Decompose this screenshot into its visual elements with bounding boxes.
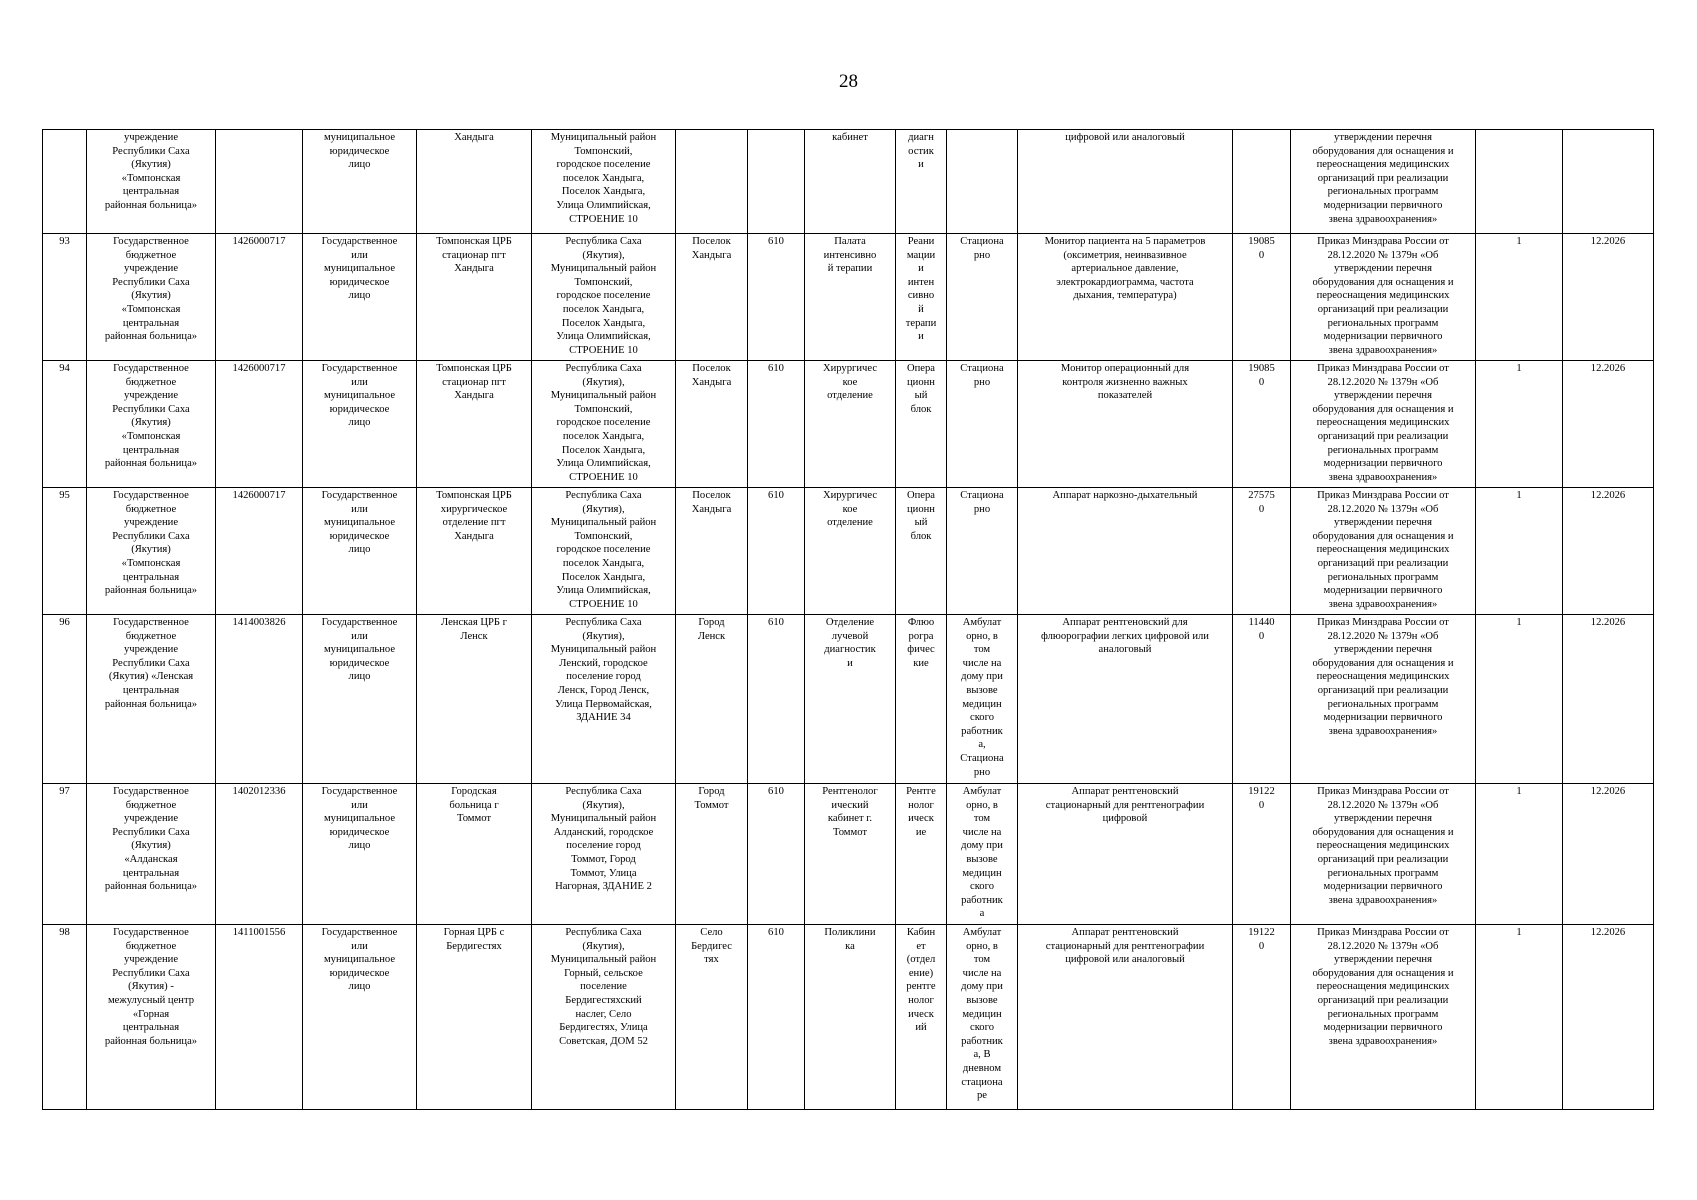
cell-equipment-code: 11440 0 bbox=[1233, 615, 1291, 784]
cell-inn-code: 1402012336 bbox=[216, 784, 303, 925]
cell-equipment-name: Монитор операционный для контроля жизненно важных показателей bbox=[1018, 361, 1233, 488]
cell-code: 610 bbox=[748, 784, 805, 925]
cell-address: Республика Саха (Якутия), Муниципальный район Ленский, городское поселение город Ленск, Город Ленск, Улица Первомайская, ЗДАНИЕ 34 bbox=[532, 615, 676, 784]
cell-equipment-code: 27575 0 bbox=[1233, 488, 1291, 615]
cell-equipment-name: Аппарат рентгеновский для флюорографии легких цифровой или аналоговый bbox=[1018, 615, 1233, 784]
cell-inn-code: 1411001556 bbox=[216, 925, 303, 1110]
cell-organization-name: Государственное бюджетное учреждение Республики Саха (Якутия) - межулусный центр «Горная центральная районная больница» bbox=[87, 925, 216, 1110]
cell-room-type: Кабин ет (отдел ение) рентге нолог ическ ий bbox=[896, 925, 947, 1110]
cell-locality bbox=[676, 130, 748, 234]
cell-care-condition: Стациона рно bbox=[947, 488, 1018, 615]
cell-care-condition: Амбулат орно, в том числе на дому при вызове медицин ского работник а, Стациона рно bbox=[947, 615, 1018, 784]
cell-organization-form: муниципальное юридическое лицо bbox=[303, 130, 417, 234]
cell-locality: Город Томмот bbox=[676, 784, 748, 925]
cell-code bbox=[748, 130, 805, 234]
cell-quantity: 1 bbox=[1476, 488, 1563, 615]
cell-address: Республика Саха (Якутия), Муниципальный район Алданский, городское поселение город Томмот, Город Томмот, Улица Нагорная, ЗДАНИЕ 2 bbox=[532, 784, 676, 925]
cell-quantity: 1 bbox=[1476, 615, 1563, 784]
cell-locality: Село Бердигес тях bbox=[676, 925, 748, 1110]
cell-department: Рентгенолог ический кабинет г. Томмот bbox=[805, 784, 896, 925]
table-row bbox=[43, 784, 1654, 925]
cell-organization-name: Государственное бюджетное учреждение Республики Саха (Якутия) «Томпонская центральная районная больница» bbox=[87, 488, 216, 615]
cell-equipment-name: Монитор пациента на 5 параметров (оксиметрия, неинвазивное артериальное давление, электрокардиограмма, частота дыхания, температура) bbox=[1018, 234, 1233, 361]
cell-department: Хирургичес кое отделение bbox=[805, 361, 896, 488]
cell-unit-name: Томпонская ЦРБ стационар пгт Хандыга bbox=[417, 234, 532, 361]
cell-row-number: 98 bbox=[43, 925, 87, 1110]
cell-address: Республика Саха (Якутия), Муниципальный район Томпонский, городское поселение поселок Хандыга, Поселок Хандыга, Улица Олимпийская, СТРОЕНИЕ 10 bbox=[532, 234, 676, 361]
cell-row-number bbox=[43, 130, 87, 234]
cell-department: Хирургичес кое отделение bbox=[805, 488, 896, 615]
cell-organization-name: Государственное бюджетное учреждение Республики Саха (Якутия) «Томпонская центральная районная больница» bbox=[87, 361, 216, 488]
cell-legal-basis: Приказ Минздрава России от 28.12.2020 № 1379н «Об утверждении перечня оборудования для оснащения и переоснащения медицинских организаций при реализации региональных программ модернизации первичного звена здравоохранения» bbox=[1291, 615, 1476, 784]
cell-row-number: 97 bbox=[43, 784, 87, 925]
cell-room-type: Реани мации и интен сивно й терапи и bbox=[896, 234, 947, 361]
cell-row-number: 96 bbox=[43, 615, 87, 784]
cell-quantity: 1 bbox=[1476, 234, 1563, 361]
cell-care-condition: Стациона рно bbox=[947, 234, 1018, 361]
cell-equipment-code: 19085 0 bbox=[1233, 361, 1291, 488]
equipment-table bbox=[42, 129, 1654, 1110]
cell-legal-basis: Приказ Минздрава России от 28.12.2020 № 1379н «Об утверждении перечня оборудования для оснащения и переоснащения медицинских организаций при реализации региональных программ модернизации первичного звена здравоохранения» bbox=[1291, 925, 1476, 1110]
cell-organization-name: Государственное бюджетное учреждение Республики Саха (Якутия) «Алданская центральная районная больница» bbox=[87, 784, 216, 925]
cell-deadline-date: 12.2026 bbox=[1563, 784, 1654, 925]
cell-row-number: 94 bbox=[43, 361, 87, 488]
cell-address: Республика Саха (Якутия), Муниципальный район Томпонский, городское поселение поселок Хандыга, Поселок Хандыга, Улица Олимпийская, СТРОЕНИЕ 10 bbox=[532, 488, 676, 615]
cell-locality: Поселок Хандыга bbox=[676, 488, 748, 615]
cell-address: Республика Саха (Якутия), Муниципальный район Горный, сельское поселение Бердигестяхский наслег, Село Бердигестях, Улица Советская, ДОМ 52 bbox=[532, 925, 676, 1110]
cell-room-type: Опера ционн ый блок bbox=[896, 361, 947, 488]
table-row bbox=[43, 925, 1654, 1110]
cell-equipment-name: цифровой или аналоговый bbox=[1018, 130, 1233, 234]
cell-code: 610 bbox=[748, 615, 805, 784]
cell-room-type: Флюо рогра фичес кие bbox=[896, 615, 947, 784]
cell-department: кабинет bbox=[805, 130, 896, 234]
cell-legal-basis: Приказ Минздрава России от 28.12.2020 № 1379н «Об утверждении перечня оборудования для оснащения и переоснащения медицинских организаций при реализации региональных программ модернизации первичного звена здравоохранения» bbox=[1291, 784, 1476, 925]
cell-inn-code: 1426000717 bbox=[216, 361, 303, 488]
cell-legal-basis: Приказ Минздрава России от 28.12.2020 № 1379н «Об утверждении перечня оборудования для оснащения и переоснащения медицинских организаций при реализации региональных программ модернизации первичного звена здравоохранения» bbox=[1291, 234, 1476, 361]
cell-inn-code: 1414003826 bbox=[216, 615, 303, 784]
cell-unit-name: Хандыга bbox=[417, 130, 532, 234]
cell-equipment-code: 19085 0 bbox=[1233, 234, 1291, 361]
page-number: 28 bbox=[839, 71, 858, 92]
cell-organization-name: Государственное бюджетное учреждение Республики Саха (Якутия) «Ленская центральная районная больница» bbox=[87, 615, 216, 784]
cell-inn-code bbox=[216, 130, 303, 234]
cell-department: Поликлини ка bbox=[805, 925, 896, 1110]
cell-organization-form: Государственное или муниципальное юридическое лицо bbox=[303, 361, 417, 488]
cell-care-condition bbox=[947, 130, 1018, 234]
cell-care-condition: Стациона рно bbox=[947, 361, 1018, 488]
cell-deadline-date: 12.2026 bbox=[1563, 925, 1654, 1110]
cell-quantity: 1 bbox=[1476, 784, 1563, 925]
cell-deadline-date: 12.2026 bbox=[1563, 488, 1654, 615]
cell-code: 610 bbox=[748, 925, 805, 1110]
cell-equipment-code: 19122 0 bbox=[1233, 784, 1291, 925]
cell-inn-code: 1426000717 bbox=[216, 234, 303, 361]
cell-equipment-code bbox=[1233, 130, 1291, 234]
table-body bbox=[43, 130, 1654, 1110]
cell-unit-name: Томпонская ЦРБ хирургическое отделение пгт Хандыга bbox=[417, 488, 532, 615]
cell-legal-basis: Приказ Минздрава России от 28.12.2020 № 1379н «Об утверждении перечня оборудования для оснащения и переоснащения медицинских организаций при реализации региональных программ модернизации первичного звена здравоохранения» bbox=[1291, 488, 1476, 615]
cell-legal-basis: утверждении перечня оборудования для оснащения и переоснащения медицинских организаций при реализации региональных программ модернизации первичного звена здравоохранения» bbox=[1291, 130, 1476, 234]
cell-unit-name: Городская больница г Томмот bbox=[417, 784, 532, 925]
cell-inn-code: 1426000717 bbox=[216, 488, 303, 615]
cell-organization-name: учреждение Республики Саха (Якутия) «Томпонская центральная районная больница» bbox=[87, 130, 216, 234]
cell-address: Республика Саха (Якутия), Муниципальный район Томпонский, городское поселение поселок Хандыга, Поселок Хандыга, Улица Олимпийская, СТРОЕНИЕ 10 bbox=[532, 361, 676, 488]
cell-deadline-date: 12.2026 bbox=[1563, 361, 1654, 488]
cell-quantity bbox=[1476, 130, 1563, 234]
cell-unit-name: Томпонская ЦРБ стационар пгт Хандыга bbox=[417, 361, 532, 488]
cell-quantity: 1 bbox=[1476, 925, 1563, 1110]
cell-locality: Поселок Хандыга bbox=[676, 234, 748, 361]
cell-room-type: диагн остик и bbox=[896, 130, 947, 234]
cell-equipment-name: Аппарат наркозно-дыхательный bbox=[1018, 488, 1233, 615]
table-row bbox=[43, 130, 1654, 234]
cell-room-type: Рентге нолог ическ ие bbox=[896, 784, 947, 925]
cell-organization-form: Государственное или муниципальное юридическое лицо bbox=[303, 784, 417, 925]
cell-legal-basis: Приказ Минздрава России от 28.12.2020 № 1379н «Об утверждении перечня оборудования для оснащения и переоснащения медицинских организаций при реализации региональных программ модернизации первичного звена здравоохранения» bbox=[1291, 361, 1476, 488]
cell-department: Палата интенсивно й терапии bbox=[805, 234, 896, 361]
cell-organization-form: Государственное или муниципальное юридическое лицо bbox=[303, 488, 417, 615]
cell-unit-name: Ленская ЦРБ г Ленск bbox=[417, 615, 532, 784]
cell-locality: Город Ленск bbox=[676, 615, 748, 784]
cell-care-condition: Амбулат орно, в том числе на дому при вызове медицин ского работник а, В дневном стациона ре bbox=[947, 925, 1018, 1110]
cell-locality: Поселок Хандыга bbox=[676, 361, 748, 488]
cell-unit-name: Горная ЦРБ с Бердигестях bbox=[417, 925, 532, 1110]
cell-organization-form: Государственное или муниципальное юридическое лицо bbox=[303, 234, 417, 361]
cell-code: 610 bbox=[748, 361, 805, 488]
cell-deadline-date: 12.2026 bbox=[1563, 234, 1654, 361]
cell-code: 610 bbox=[748, 234, 805, 361]
cell-code: 610 bbox=[748, 488, 805, 615]
table-row bbox=[43, 615, 1654, 784]
cell-deadline-date bbox=[1563, 130, 1654, 234]
cell-row-number: 93 bbox=[43, 234, 87, 361]
table-row bbox=[43, 361, 1654, 488]
cell-quantity: 1 bbox=[1476, 361, 1563, 488]
cell-organization-form: Государственное или муниципальное юридическое лицо bbox=[303, 615, 417, 784]
cell-equipment-name: Аппарат рентгеновский стационарный для рентгенографии цифровой bbox=[1018, 784, 1233, 925]
cell-organization-form: Государственное или муниципальное юридическое лицо bbox=[303, 925, 417, 1110]
cell-equipment-code: 19122 0 bbox=[1233, 925, 1291, 1110]
cell-row-number: 95 bbox=[43, 488, 87, 615]
cell-address: Муниципальный район Томпонский, городское поселение поселок Хандыга, Поселок Хандыга, Улица Олимпийская, СТРОЕНИЕ 10 bbox=[532, 130, 676, 234]
table-row bbox=[43, 488, 1654, 615]
table-row bbox=[43, 234, 1654, 361]
cell-deadline-date: 12.2026 bbox=[1563, 615, 1654, 784]
cell-organization-name: Государственное бюджетное учреждение Республики Саха (Якутия) «Томпонская центральная районная больница» bbox=[87, 234, 216, 361]
cell-room-type: Опера ционн ый блок bbox=[896, 488, 947, 615]
cell-equipment-name: Аппарат рентгеновский стационарный для рентгенографии цифровой или аналоговый bbox=[1018, 925, 1233, 1110]
cell-care-condition: Амбулат орно, в том числе на дому при вызове медицин ского работник а bbox=[947, 784, 1018, 925]
cell-department: Отделение лучевой диагностик и bbox=[805, 615, 896, 784]
